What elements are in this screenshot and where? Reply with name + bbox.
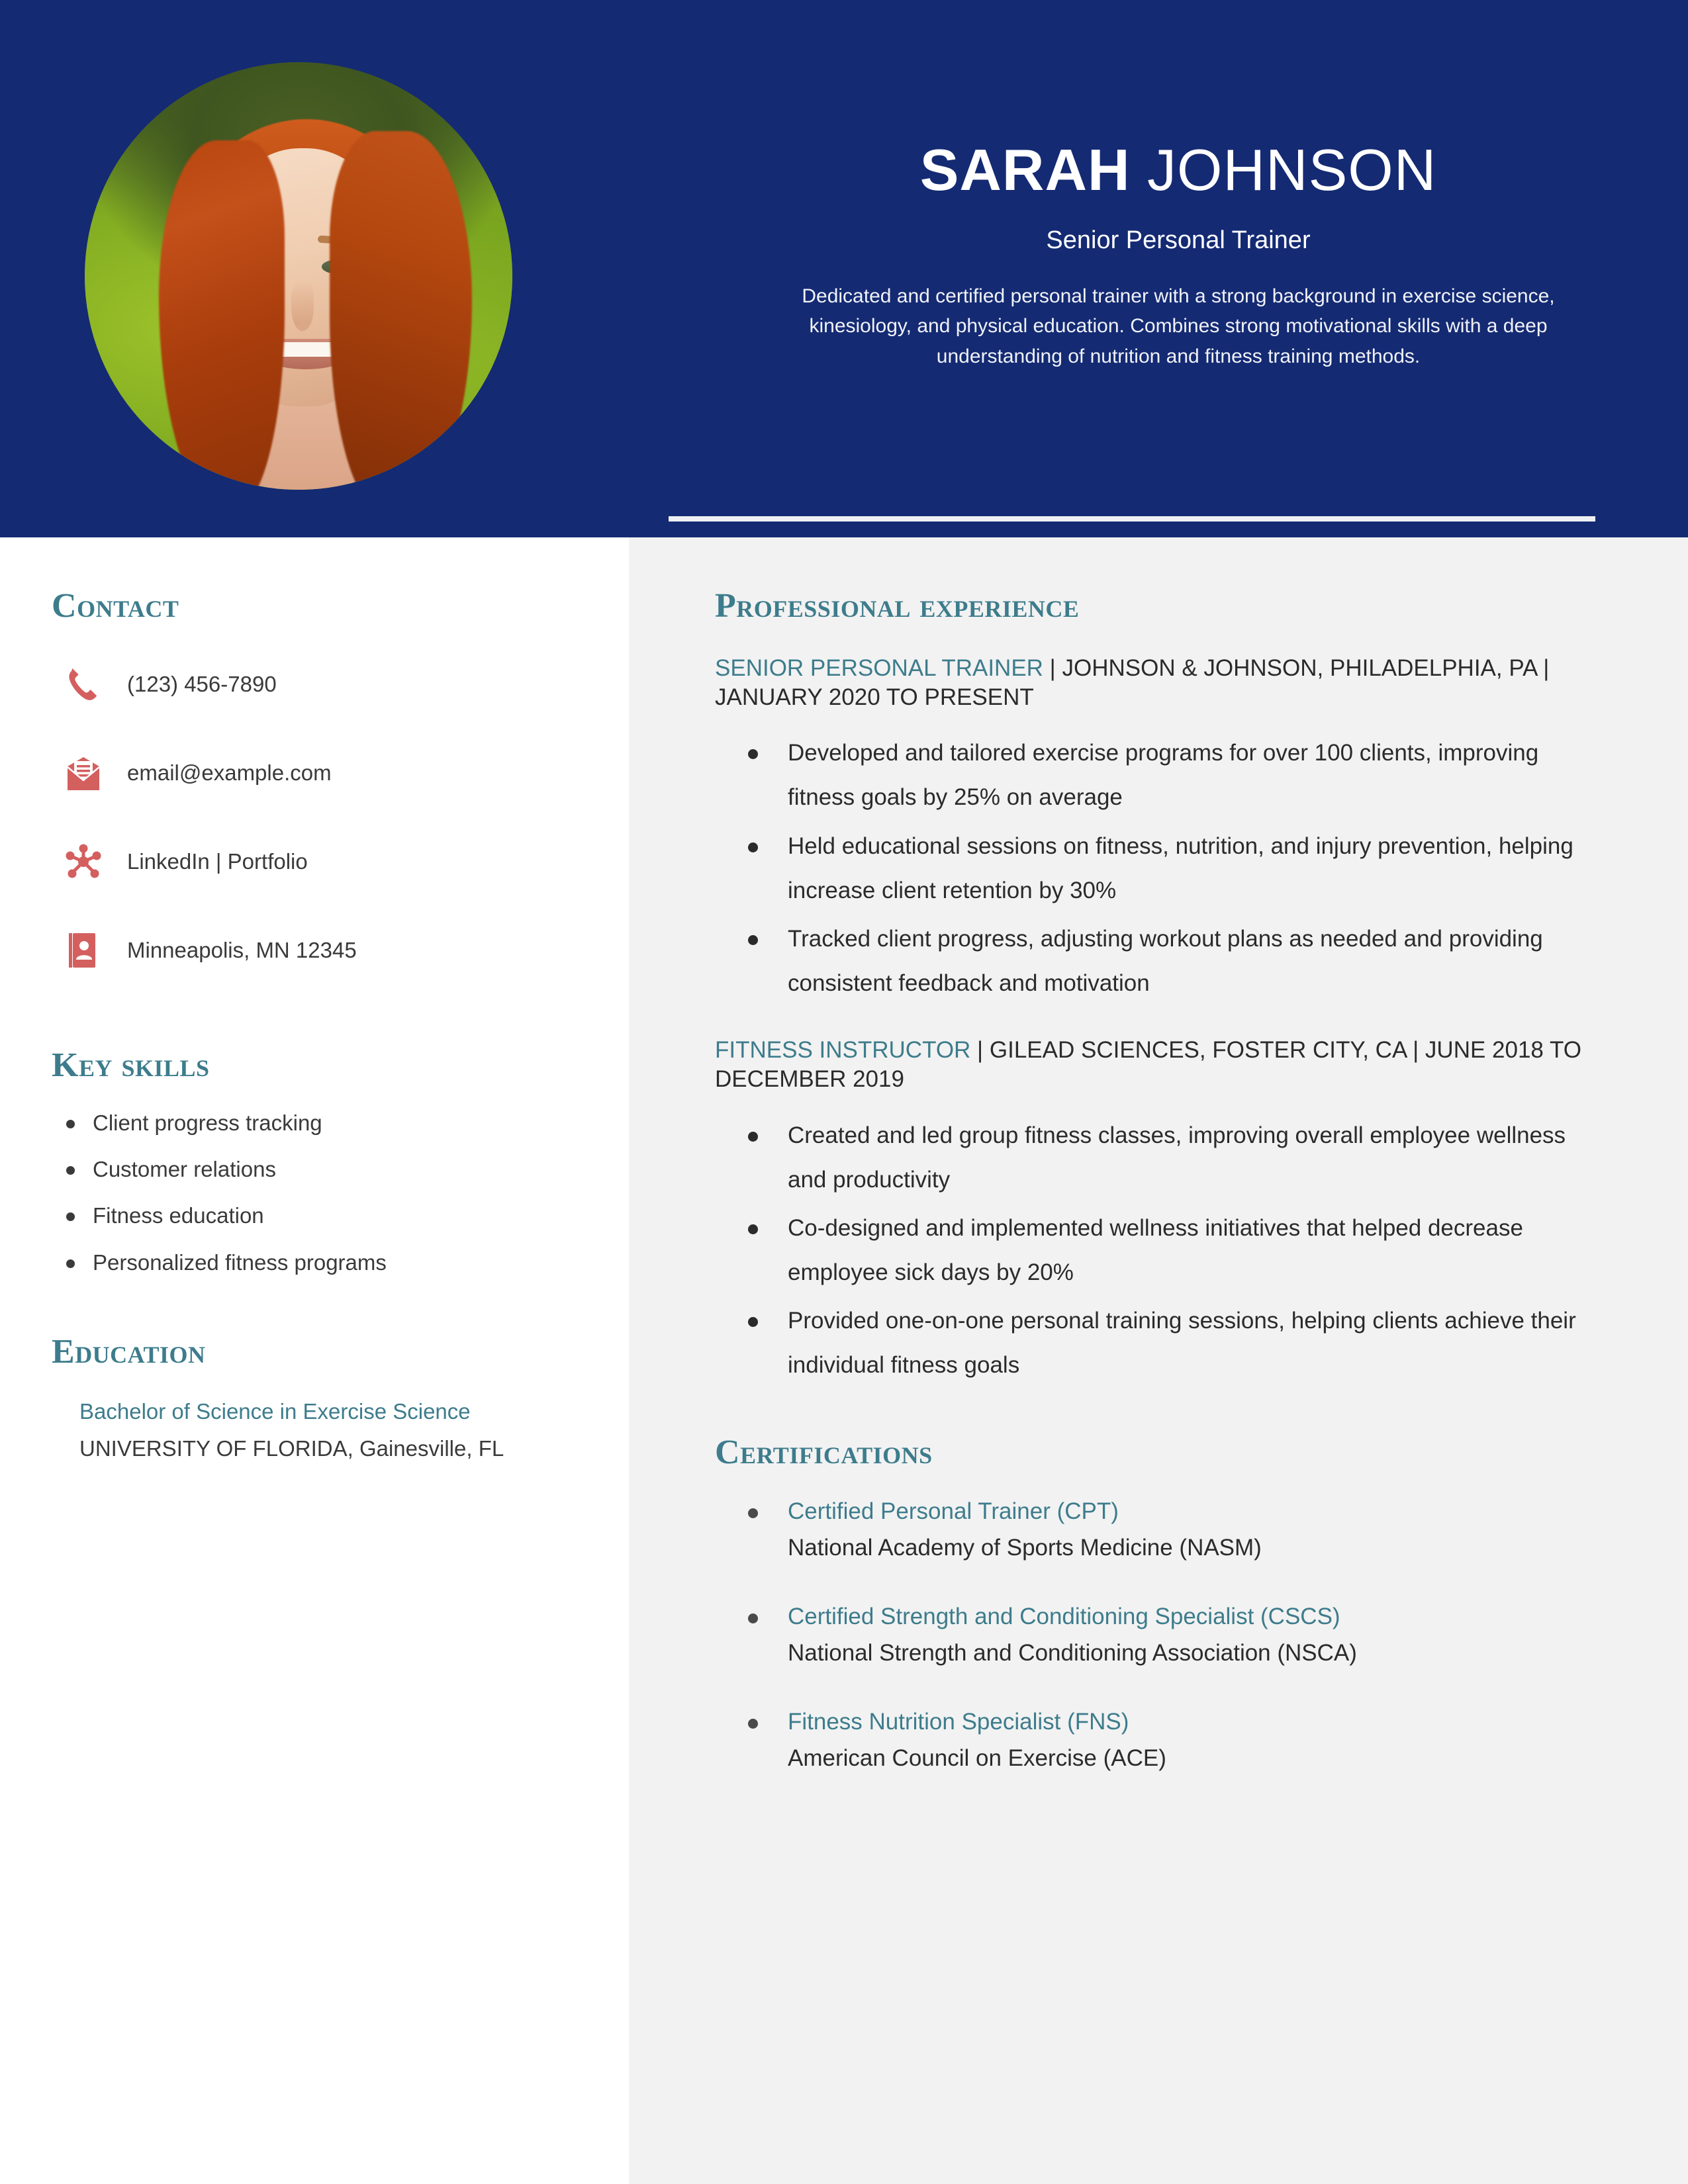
certifications-list [715,1496,1605,1774]
experience-bullets [715,1113,1605,1388]
header-divider [669,516,1595,522]
sidebar [0,537,629,2184]
education-entry [52,1397,589,1464]
main-column [629,537,1688,2184]
first-name: SARAH [919,137,1131,203]
contact-item-links[interactable] [52,831,589,892]
list-item [715,1496,1605,1563]
education-heading: Education [52,1332,206,1371]
job-title: Senior Personal Trainer [1046,226,1311,254]
experience-entry [715,654,1605,1005]
certification-name: Certified Strength and Conditioning Specialist (CSCS) [788,1603,1340,1629]
sidebar-spacer-1 [52,1009,589,1048]
certification-name: Certified Personal Trainer (CPT) [788,1498,1119,1524]
list-item: Personalized fitness programs [52,1249,589,1277]
contact-item-address[interactable] [52,920,589,981]
photo-hair-left [159,140,285,490]
phone-icon [52,663,115,705]
list-item: Fitness education [52,1202,589,1230]
contact-email-value: email@example.com [127,760,332,785]
experience-headline [715,654,1605,712]
certification-name: Fitness Nutrition Specialist (FNS) [788,1708,1129,1735]
contact-address-value: Minneapolis, MN 12345 [127,938,357,962]
page-title [669,137,1688,203]
contact-list [52,654,589,981]
contact-heading: Contact [52,587,179,625]
certification-org: National Academy of Sports Medicine (NASM) [788,1535,1262,1561]
list-item: Provided one-on-one personal training sessions, helping clients achieve their individual fitness goals [715,1298,1605,1387]
contact-phone-value: (123) 456-7890 [127,672,277,696]
last-name: JOHNSON [1147,137,1437,203]
network-icon [52,841,115,883]
contact-item-phone[interactable] [52,654,589,715]
resume-header [0,0,1688,537]
header-text-block [669,0,1688,537]
experience-meta: | JOHNSON & JOHNSON, PHILADELPHIA, PA | JANUARY 2020 TO PRESENT [715,655,1550,711]
list-item: Tracked client progress, adjusting workout plans as needed and providing consistent feedback and motivation [715,917,1605,1005]
experience-role: SENIOR PERSONAL TRAINER [715,655,1043,681]
experience-role: FITNESS INSTRUCTOR [715,1037,971,1064]
education-school: UNIVERSITY OF FLORIDA, Gainesville, FL [79,1436,504,1461]
email-icon [52,752,115,794]
experience-headline [715,1036,1605,1094]
contact-links-value: LinkedIn | Portfolio [127,849,308,874]
education-degree: Bachelor of Science in Exercise Science [79,1398,471,1424]
list-item: Developed and tailored exercise programs for over 100 clients, improving fitness goals by 25% on average [715,731,1605,819]
certifications-heading: Certifications [715,1433,933,1471]
list-item: Held educational sessions on fitness, nutrition, and injury prevention, helping increase client retention by 30% [715,824,1605,913]
photo-hair-right [330,131,472,490]
professional-summary: Dedicated and certified personal trainer with a strong background in exercise science, kinesiology, and physical education. Combines strong motivational skills with a deep understanding of nutrition and fitness training methods. [802,285,1555,367]
list-item [715,1602,1605,1668]
photo-nose [291,281,314,331]
list-item: Client progress tracking [52,1109,589,1137]
avatar [85,62,512,490]
experience-bullets [715,731,1605,1005]
experience-entry [715,1036,1605,1387]
certification-org: American Council on Exercise (ACE) [788,1745,1166,1772]
list-item: Co-designed and implemented wellness initiatives that helped decrease employee sick days by 20% [715,1206,1605,1295]
list-item [715,1707,1605,1774]
sidebar-spacer-2 [52,1295,589,1335]
experience-heading: Professional experience [715,587,1080,625]
list-item: Customer relations [52,1156,589,1183]
certification-org: National Strength and Conditioning Association (NSCA) [788,1640,1357,1666]
address-card-icon [52,929,115,972]
experience-meta: | GILEAD SCIENCES, FOSTER CITY, CA | JUNE 2018 TO DECEMBER 2019 [715,1037,1581,1093]
list-item: Created and led group fitness classes, improving overall employee wellness and productivity [715,1113,1605,1202]
key-skills-list [52,1109,589,1277]
contact-item-email[interactable] [52,743,589,803]
key-skills-heading: Key skills [52,1046,210,1084]
